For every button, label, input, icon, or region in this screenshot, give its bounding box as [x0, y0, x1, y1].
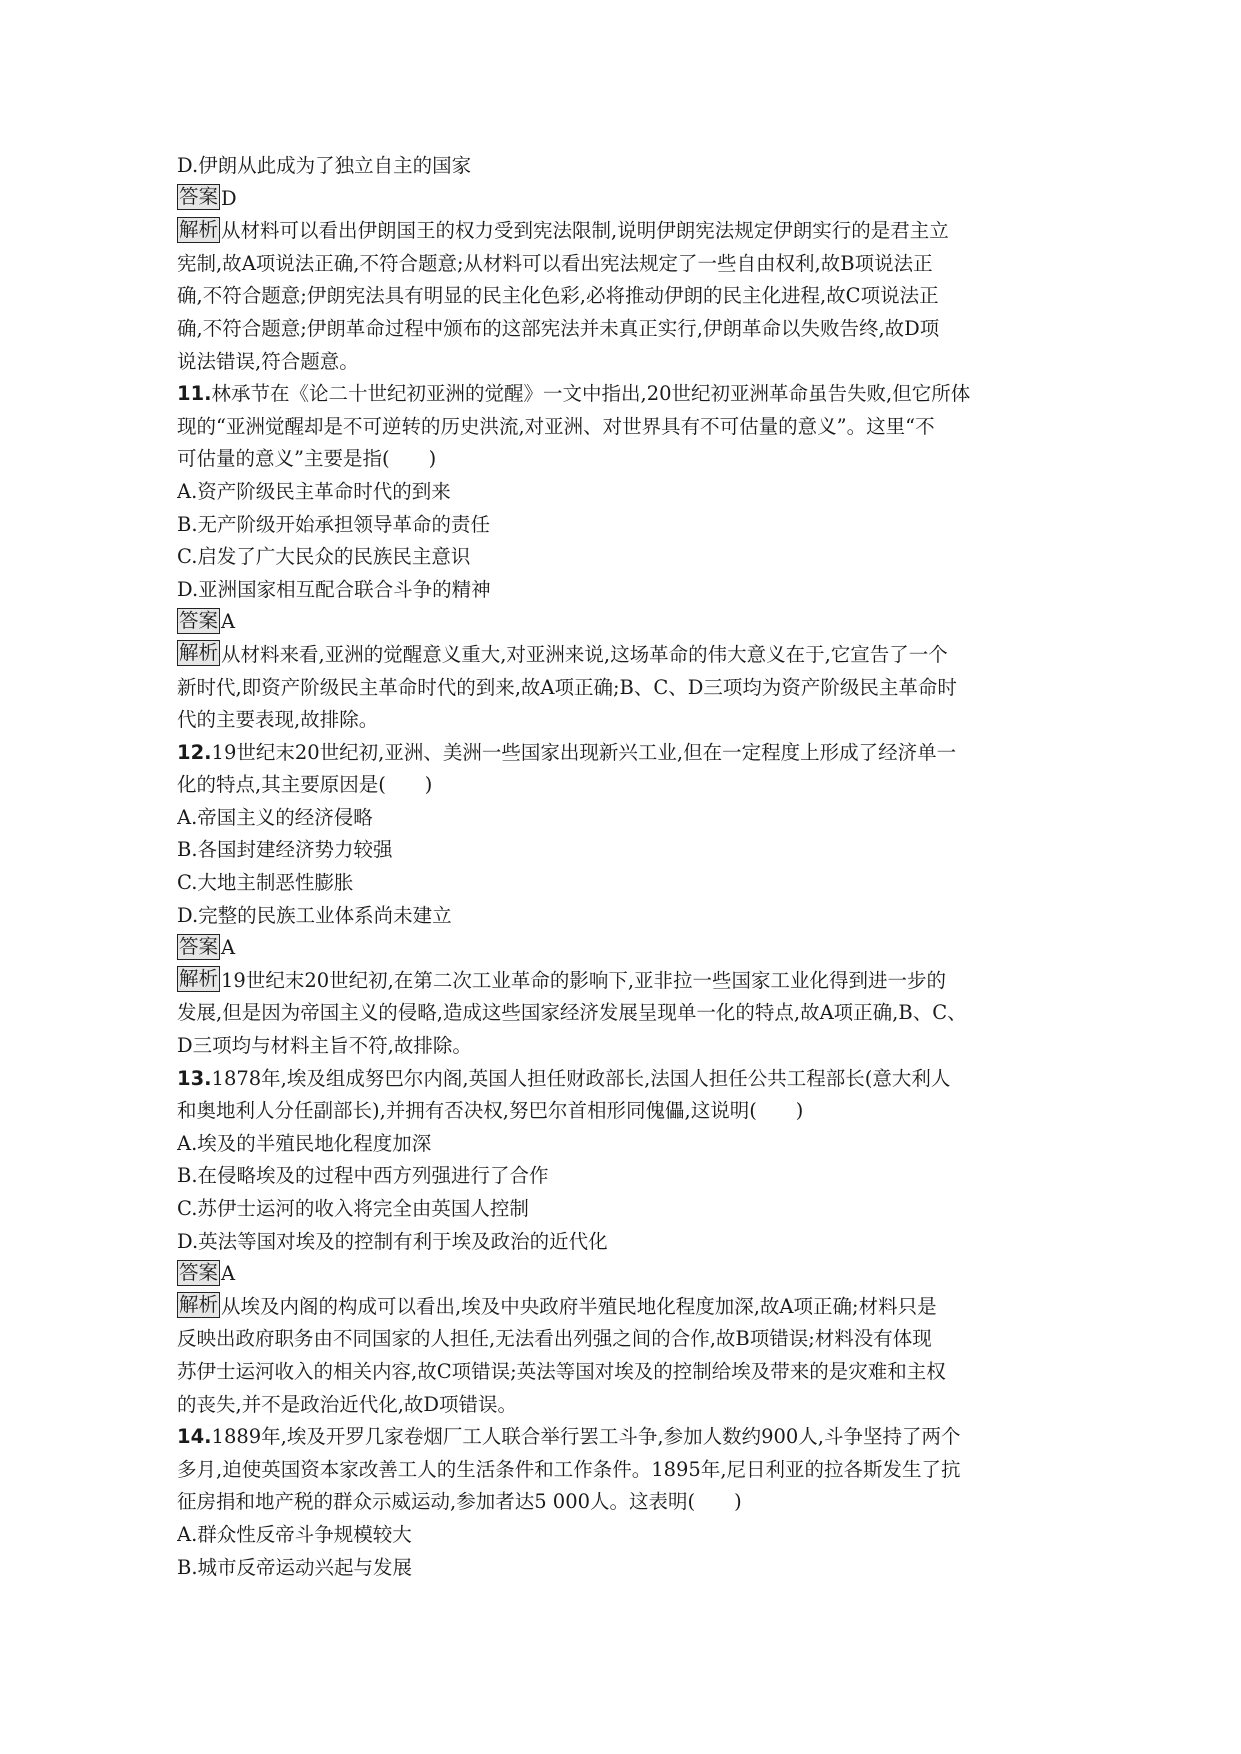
question-stem: 征房捐和地产税的群众示威运动,参加者达5 000人。这表明( ) [177, 1490, 742, 1514]
q14-stem [177, 1421, 1067, 1454]
option-d: D.英法等国对埃及的控制有利于埃及政治的近代化 [177, 1229, 608, 1253]
question-number: 13. [177, 1066, 212, 1090]
answer-value: D [221, 186, 237, 210]
analysis-text: 从材料可以看出伊朗国王的权力受到宪法限制,说明伊朗宪法规定伊朗实行的是君主立 [221, 219, 949, 243]
option-a: A.群众性反帝斗争规模较大 [177, 1522, 412, 1546]
q12-analysis-line [177, 965, 1067, 998]
analysis-text: 代的主要表现,故排除。 [177, 708, 379, 732]
q13-analysis-line [177, 1291, 1067, 1324]
option-b: B.城市反帝运动兴起与发展 [177, 1555, 413, 1579]
analysis-text: 从埃及内阁的构成可以看出,埃及中央政府半殖民地化程度加深,故A项正确;材料只是 [221, 1294, 937, 1318]
analysis-text: 说法错误,符合题意。 [177, 349, 359, 373]
question-stem: 多月,迫使英国资本家改善工人的生活条件和工作条件。1895年,尼日利亚的拉各斯发生了抗 [177, 1457, 961, 1481]
option-a: A.帝国主义的经济侵略 [177, 805, 373, 829]
analysis-text: 确,不符合题意;伊朗宪法具有明显的民主化色彩,必将推动伊朗的民主化进程,故C项说法正 [177, 284, 939, 308]
option-c: C.苏伊士运河的收入将完全由英国人控制 [177, 1197, 529, 1220]
analysis-text: 苏伊士运河收入的相关内容,故C项错误;英法等国对埃及的控制给埃及带来的是灾难和主权 [177, 1359, 946, 1383]
analysis-text: 发展,但是因为帝国主义的侵略,造成这些国家经济发展呈现单一化的特点,故A项正确,B、C、 [177, 1001, 967, 1025]
option-a: A.资产阶级民主革命时代的到来 [177, 479, 451, 503]
analysis-tag: 解析 [179, 641, 219, 665]
analysis-text: 新时代,即资产阶级民主革命时代的到来,故A项正确;B、C、D三项均为资产阶级民主革命时 [177, 675, 957, 699]
question-stem: 1878年,埃及组成努巴尔内阁,英国人担任财政部长,法国人担任公共工程部长(意大利人 [211, 1066, 951, 1090]
analysis-tag: 解析 [179, 967, 219, 991]
option-c: C.大地主制恶性膨胀 [177, 871, 354, 895]
question-stem: 林承节在《论二十世纪初亚洲的觉醒》一文中指出,20世纪初亚洲革命虽告失败,但它所体 [211, 382, 971, 406]
answer-value: A [221, 1262, 236, 1286]
option-d: D.亚洲国家相互配合联合斗争的精神 [177, 577, 491, 601]
question-stem: 现的“亚洲觉醒却是不可逆转的历史洪流,对亚洲、对世界具有不可估量的意义”。这里“不 [177, 414, 935, 438]
q10-answer-line [177, 183, 1067, 216]
q13-answer-line [177, 1258, 1067, 1291]
question-number: 11. [177, 382, 212, 406]
q10-option-d: D.伊朗从此成为了独立自主的国家 [177, 154, 472, 177]
question-stem: 19世纪末20世纪初,亚洲、美洲一些国家出现新兴工业,但在一定程度上形成了经济单一 [211, 740, 957, 764]
option-b: B.在侵略埃及的过程中西方列强进行了合作 [177, 1164, 549, 1188]
answer-value: A [221, 610, 236, 634]
question-stem: 化的特点,其主要原因是( ) [177, 773, 433, 797]
answer-tag: 答案 [179, 1260, 219, 1284]
question-number: 12. [177, 740, 212, 764]
answer-value: A [221, 936, 236, 960]
q13-stem [177, 1063, 1067, 1096]
analysis-tag: 解析 [179, 217, 219, 241]
analysis-tag: 解析 [179, 1293, 219, 1317]
analysis-text: 19世纪末20世纪初,在第二次工业革命的影响下,亚非拉一些国家工业化得到进一步的 [221, 968, 947, 992]
question-stem: 和奥地利人分任副部长),并拥有否决权,努巴尔首相形同傀儡,这说明( ) [177, 1099, 804, 1123]
analysis-text: 反映出政府职务由不同国家的人担任,无法看出列强之间的合作,故B项错误;材料没有体现 [177, 1327, 932, 1351]
option-a: A.埃及的半殖民地化程度加深 [177, 1131, 432, 1155]
q11-stem [177, 378, 1067, 411]
answer-tag: 答案 [179, 185, 219, 209]
option-b: B.各国封建经济势力较强 [177, 838, 393, 862]
option-c: C.启发了广大民众的民族民主意识 [177, 545, 471, 569]
q11-answer-line [177, 606, 1067, 639]
question-stem: 可估量的意义”主要是指( ) [177, 447, 437, 471]
option-d: D.完整的民族工业体系尚未建立 [177, 903, 452, 927]
question-stem: 1889年,埃及开罗几家卷烟厂工人联合举行罢工斗争,参加人数约900人,斗争坚持了两个 [211, 1425, 961, 1449]
answer-tag: 答案 [179, 608, 219, 632]
document-page [177, 150, 1067, 1584]
analysis-text: 的丧失,并不是政治近代化,故D项错误。 [177, 1392, 518, 1416]
analysis-text: 宪制,故A项说法正确,不符合题意;从材料可以看出宪法规定了一些自由权利,故B项说法正 [177, 251, 933, 275]
q12-stem [177, 737, 1067, 770]
q12-answer-line [177, 932, 1067, 965]
analysis-text: D三项均与材料主旨不符,故排除。 [177, 1034, 472, 1058]
answer-tag: 答案 [179, 934, 219, 958]
q10-analysis-line [177, 215, 1067, 248]
option-b: B.无产阶级开始承担领导革命的责任 [177, 512, 491, 536]
q11-analysis-line [177, 639, 1067, 672]
analysis-text: 从材料来看,亚洲的觉醒意义重大,对亚洲来说,这场革命的伟大意义在于,它宣告了一个 [221, 642, 948, 666]
question-number: 14. [177, 1425, 212, 1449]
analysis-text: 确,不符合题意;伊朗革命过程中颁布的这部宪法并未真正实行,伊朗革命以失败告终,故D项 [177, 316, 940, 340]
